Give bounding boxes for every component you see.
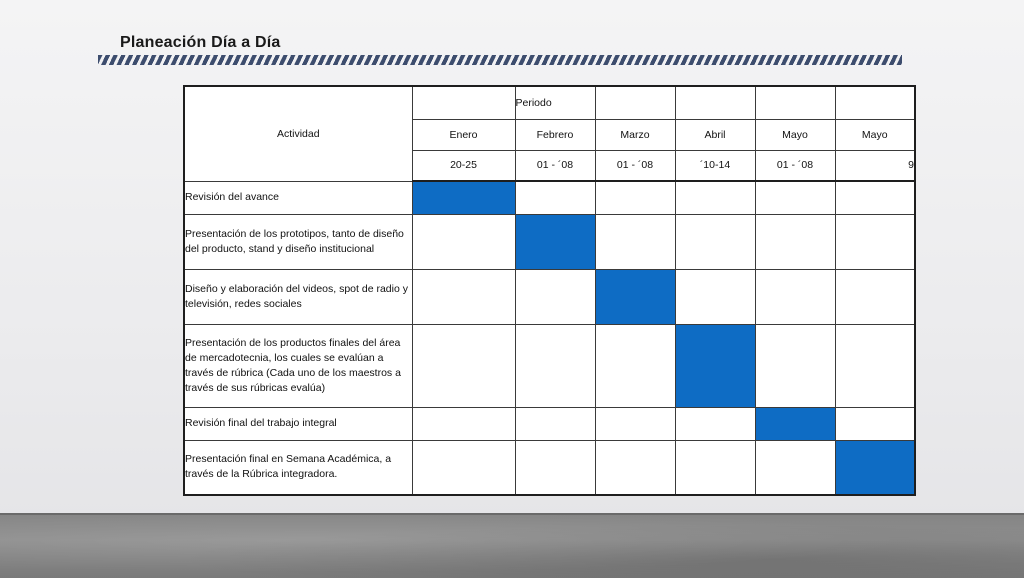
schedule-cell — [595, 440, 675, 495]
activity-label: Revisión del avance — [184, 181, 412, 214]
activity-row — [184, 214, 915, 269]
schedule-cell — [755, 269, 835, 324]
month-header: Febrero — [515, 119, 595, 150]
activity-row — [184, 324, 915, 407]
schedule-cell — [515, 324, 595, 407]
schedule-cell — [835, 214, 915, 269]
schedule-table — [183, 85, 916, 496]
date-range: ´10-14 — [675, 150, 755, 181]
schedule-cell — [412, 440, 515, 495]
schedule-cell — [835, 269, 915, 324]
date-range: 20-25 — [412, 150, 515, 181]
activity-label: Revisión final del trabajo integral — [184, 407, 412, 440]
period-label: Periodo — [515, 86, 595, 119]
schedule-cell — [835, 407, 915, 440]
activity-row — [184, 407, 915, 440]
activity-row — [184, 269, 915, 324]
header-empty-cell — [675, 86, 755, 119]
floor-background — [0, 513, 1024, 578]
schedule-cell — [412, 214, 515, 269]
scheduled-cell — [515, 214, 595, 269]
activity-header: Actividad — [184, 86, 412, 181]
title-underline-bar — [98, 55, 902, 65]
month-header: Enero — [412, 119, 515, 150]
activity-row — [184, 440, 915, 495]
schedule-cell — [515, 269, 595, 324]
header-empty-cell — [595, 86, 675, 119]
schedule-cell — [755, 440, 835, 495]
date-range: 9 — [835, 150, 915, 181]
schedule-cell — [515, 181, 595, 214]
month-header: Marzo — [595, 119, 675, 150]
schedule-cell — [835, 181, 915, 214]
header-empty-cell — [412, 86, 515, 119]
header-empty-cell — [835, 86, 915, 119]
month-header: Mayo — [835, 119, 915, 150]
schedule-cell — [412, 407, 515, 440]
activity-row — [184, 181, 915, 214]
date-range: 01 - ´08 — [515, 150, 595, 181]
date-range: 01 - ´08 — [595, 150, 675, 181]
schedule-cell — [595, 324, 675, 407]
scheduled-cell — [412, 181, 515, 214]
header-row-period — [184, 86, 915, 119]
scheduled-cell — [755, 407, 835, 440]
schedule-cell — [595, 407, 675, 440]
scheduled-cell — [595, 269, 675, 324]
date-range: 01 - ´08 — [755, 150, 835, 181]
schedule-cell — [675, 181, 755, 214]
schedule-cell — [515, 440, 595, 495]
schedule-cell — [675, 440, 755, 495]
schedule-cell — [675, 214, 755, 269]
scheduled-cell — [835, 440, 915, 495]
schedule-cell — [412, 269, 515, 324]
header-empty-cell — [755, 86, 835, 119]
activity-label: Presentación de los productos finales del área de mercadotecnia, los cuales se evalúan a través de rúbrica (Cada uno de los maestros a través de sus rúbricas evalúa) — [184, 324, 412, 407]
slide-title: Planeación Día a Día — [120, 34, 281, 51]
schedule-cell — [835, 324, 915, 407]
schedule-cell — [412, 324, 515, 407]
schedule-cell — [515, 407, 595, 440]
schedule-cell — [755, 214, 835, 269]
month-header: Abril — [675, 119, 755, 150]
schedule-cell — [675, 407, 755, 440]
schedule-cell — [595, 181, 675, 214]
schedule-cell — [755, 181, 835, 214]
month-header: Mayo — [755, 119, 835, 150]
activity-label: Diseño y elaboración del videos, spot de radio y televisión, redes sociales — [184, 269, 412, 324]
schedule-cell — [595, 214, 675, 269]
scheduled-cell — [675, 324, 755, 407]
activity-label: Presentación de los prototipos, tanto de diseño del producto, stand y diseño institucional — [184, 214, 412, 269]
schedule-cell — [755, 324, 835, 407]
activity-label: Presentación final en Semana Académica, a través de la Rúbrica integradora. — [184, 440, 412, 495]
schedule-cell — [675, 269, 755, 324]
